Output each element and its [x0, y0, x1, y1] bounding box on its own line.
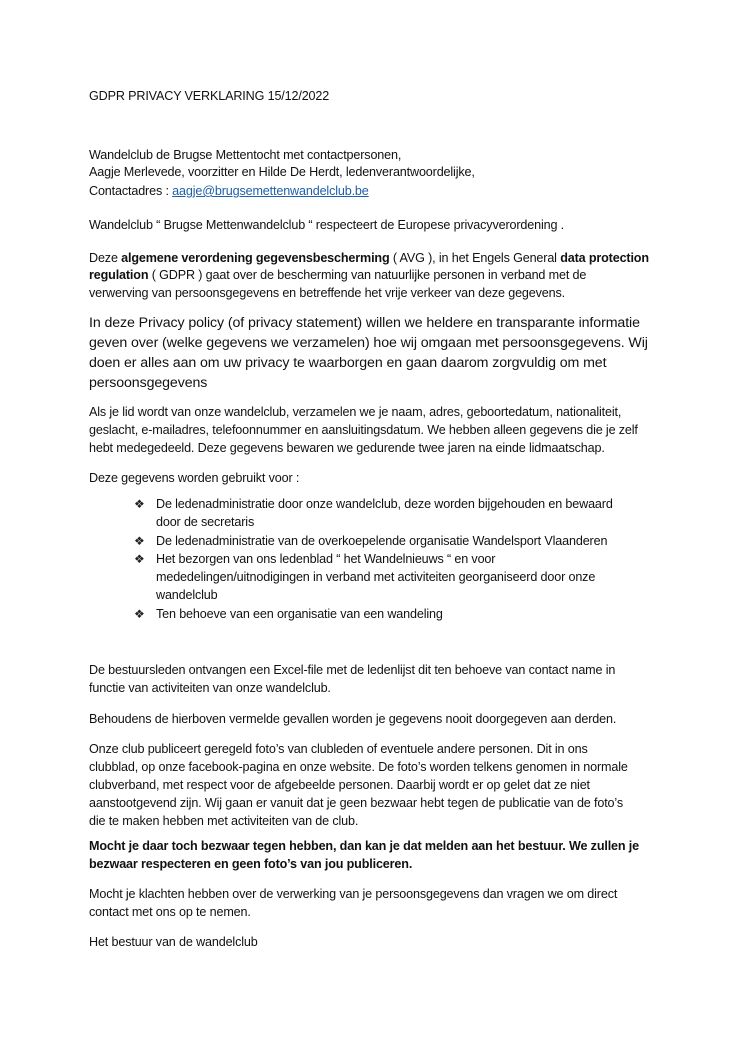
photos-line: clubblad, op onze facebook-pagina en onze website. De foto’s worden telkens genomen in normale [89, 760, 628, 774]
diamond-bullet-icon: ❖ [134, 607, 145, 621]
signature: Het bestuur van de wandelclub [89, 935, 258, 949]
avg-bold-term: algemene verordening gegevensbescherming [121, 251, 390, 265]
photos-line: die te maken hebben met activiteiten van de club. [89, 814, 359, 828]
usage-item-line: mededelingen/uitnodigingen in verband met activiteiten georganiseerd door onze [156, 570, 596, 584]
membership-line: Als je lid wordt van onze wandelclub, verzamelen we je naam, adres, geboortedatum, nationaliteit, [89, 405, 622, 419]
usage-item-line: Het bezorgen van ons ledenblad “ het Wandelnieuws “ en voor [156, 552, 496, 566]
contact-address [89, 183, 369, 200]
complaints-line: contact met ons op te nemen. [89, 905, 251, 919]
contact-email-link[interactable]: aagje@brugsemettenwandelclub.be [172, 184, 369, 198]
usage-item-line: wandelclub [156, 588, 218, 602]
board-line: functie van activiteiten van onze wandelclub. [89, 681, 331, 695]
membership-line: hebt medegedeeld. Deze gegevens bewaren we gedurende twee jaren na einde lidmaatschap. [89, 441, 605, 455]
membership-line: geslacht, e-mailadres, telefoonnummer en aansluitingsdatum. We hebben alleen gegevens die je zelf [89, 423, 638, 437]
avg-line-3: verwerving van persoonsgegevens en betreffende het vrije verkeer van deze gegevens. [89, 286, 565, 300]
complaints-line: Mocht je klachten hebben over de verwerking van je persoonsgegevens dan vragen we om direct [89, 887, 618, 901]
usage-item-line: De ledenadministratie door onze wandelclub, deze worden bijgehouden en bewaard [156, 497, 613, 511]
policy-line: geven over (welke gegevens we verzamelen) hoe wij omgaan met persoonsgegevens. Wij [89, 335, 648, 351]
intro-paragraph: Wandelclub “ Brugse Mettenwandelclub “ respecteert de Europese privacyverordening . [89, 218, 564, 232]
contact-line-1: Wandelclub de Brugse Mettentocht met contactpersonen, [89, 148, 402, 162]
contact-address-label: Contactadres : [89, 184, 173, 198]
policy-line: persoonsgegevens [89, 375, 208, 391]
third-parties-paragraph: Behoudens de hierboven vermelde gevallen worden je gegevens nooit doorgegeven aan derden. [89, 712, 617, 726]
objection-line: bezwaar respecteren en geen foto’s van jou publiceren. [89, 857, 413, 871]
usage-item-line: De ledenadministratie van de overkoepelende organisatie Wandelsport Vlaanderen [156, 534, 608, 548]
usage-item-line: door de secretaris [156, 515, 255, 529]
diamond-bullet-icon: ❖ [134, 552, 145, 566]
usage-intro: Deze gegevens worden gebruikt voor : [89, 471, 300, 485]
photos-line: Onze club publiceert geregeld foto’s van clubleden of eventuele andere personen. Dit in ons [89, 742, 588, 756]
policy-line: doen er alles aan om uw privacy te waarborgen en gaan daarom zorgvuldig om met [89, 355, 607, 371]
avg-bold-term: data protection [560, 251, 649, 265]
policy-line: In deze Privacy policy (of privacy statement) willen we heldere en transparante informatie [89, 315, 640, 331]
photos-line: aanstootgevend zijn. Wij gaan er vanuit dat je geen bezwaar hebt tegen de publicatie van de foto’s [89, 796, 623, 810]
avg-line-1 [89, 250, 649, 267]
avg-text: Deze [89, 251, 122, 265]
avg-text: ( AVG ), in het Engels General [389, 251, 561, 265]
avg-text: ( GDPR ) gaat over de bescherming van natuurlijke personen in verband met de [148, 268, 587, 282]
diamond-bullet-icon: ❖ [134, 534, 145, 548]
usage-item-line: Ten behoeve van een organisatie van een wandeling [156, 607, 443, 621]
avg-bold-term: regulation [89, 268, 149, 282]
photos-line: clubverband, met respect voor de afgebeelde personen. Daarbij wordt er op gelet dat ze niet [89, 778, 590, 792]
objection-line: Mocht je daar toch bezwaar tegen hebben, dan kan je dat melden aan het bestuur. We zullen je [89, 839, 640, 853]
document-heading: GDPR PRIVACY VERKLARING 15/12/2022 [89, 89, 330, 103]
avg-line-2 [89, 267, 586, 284]
board-line: De bestuursleden ontvangen een Excel-file met de ledenlijst dit ten behoeve van contact name in [89, 663, 616, 677]
contact-line-2: Aagje Merlevede, voorzitter en Hilde De Herdt, ledenverantwoordelijke, [89, 165, 475, 179]
diamond-bullet-icon: ❖ [134, 497, 145, 511]
